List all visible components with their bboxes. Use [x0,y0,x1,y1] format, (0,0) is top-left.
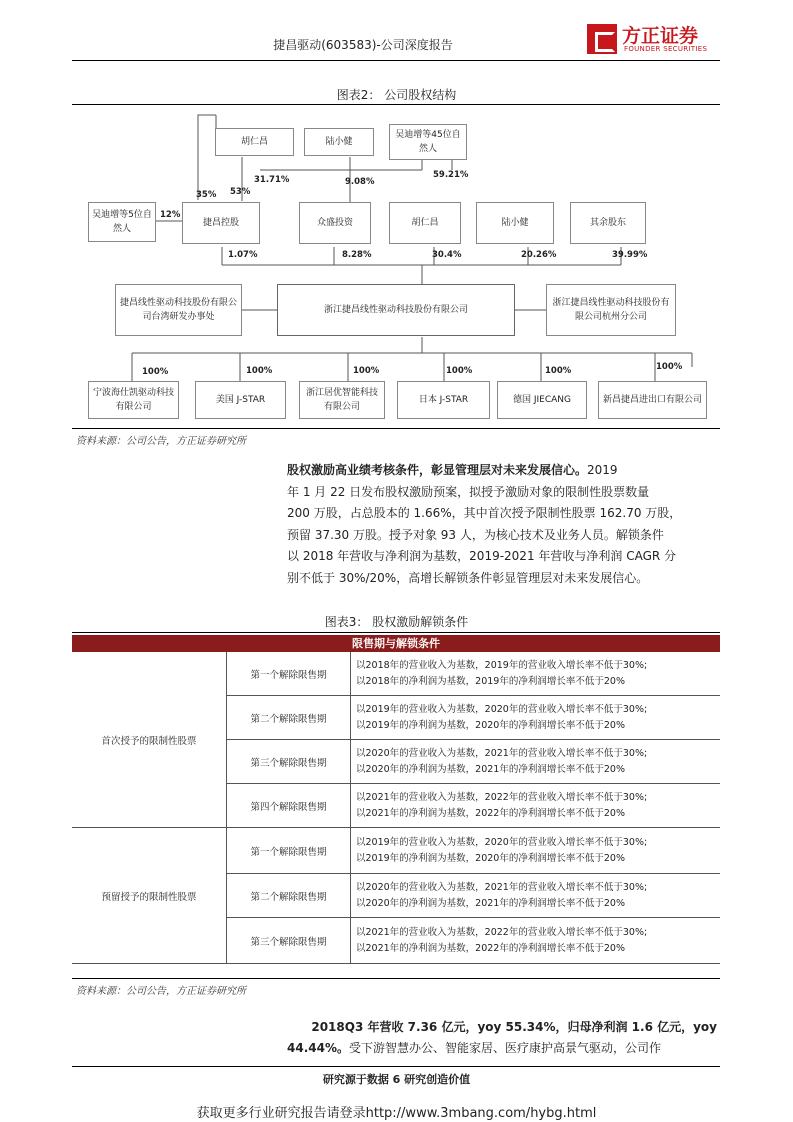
brand-name: 方正证券 [622,25,699,47]
figure2-bottom-rule [72,428,720,429]
table-period-cell: 第三个解除限售期 [226,918,350,964]
table-condition-cell: 以2018年的营业收入为基数，2019年的营业收入增长率不低于30%; 以2018年的净利润为基数，2019年的净利润增长率不低于20% [350,652,720,696]
header-divider [72,60,720,61]
table-period-cell: 第一个解除限售期 [226,652,350,696]
paragraph-revenue-line1: 2018Q3 年营收 7.36 亿元，yoy 55.34%，归母净利润 1.6 亿元，yoy [311,1020,717,1034]
subsidiary-box: 美国 J-STAR [195,381,286,419]
table-header: 限售期与解锁条件 [72,635,720,652]
table-group-label: 预留授予的限制性股票 [72,828,226,964]
branch-office-box: 浙江捷昌线性驱动科技股份有限公司杭州分公司 [546,284,676,336]
holding-box: 其余股东 [570,202,646,244]
shareholder-box: 吴迪增等5位自然人 [88,202,156,242]
table-period-cell: 第二个解除限售期 [226,696,350,740]
paragraph-bold-lead: 股权激励高业绩考核条件，彰显管理层对未来发展信心。 [287,463,588,477]
pct-label: 53% [230,187,251,197]
shareholder-box: 吴迪增等45位自然人 [389,124,467,160]
subsidiary-box: 日本 J-STAR [397,381,490,419]
footer-divider [72,1066,720,1067]
holding-box: 陆小健 [476,202,554,244]
pct-label: 100% [142,367,169,377]
subsidiary-box: 德国 JIECANG [497,381,587,419]
table-condition-cell: 以2020年的营业收入为基数，2021年的营业收入增长率不低于30%; 以2020年的净利润为基数，2021年的净利润增长率不低于20% [350,740,720,784]
pct-label: 100% [446,366,473,376]
pct-label: 59.21% [433,170,469,180]
pct-label: 100% [353,366,380,376]
table-period-cell: 第一个解除限售期 [226,828,350,874]
subsidiary-box: 浙江居优智能科技有限公司 [299,381,385,419]
paragraph-incentive: 股权激励高业绩考核条件，彰显管理层对未来发展信心。2019 年 1 月 22 日发布股权激励预案，拟授予激励对象的限制性股票数量 200 万股，占总股本的 1.66%，其中首次授予限制性股票 162.70 万股， 预留 37.30 万股。授予对象 93 人，为核心技术及业务人员。解锁条件 以 2018 年营收与净利润为基数，2019-2021 年营收与净利润 CAGR 分 别不低于 30%/20%，高增长解锁条件彰显管理层对未来发展信心。 [287,463,682,585]
holding-box: 众盛投资 [299,202,371,244]
table-condition-cell: 以2021年的营业收入为基数，2022年的营业收入增长率不低于30%; 以2021年的净利润为基数，2022年的净利润增长率不低于20% [350,784,720,828]
table-period-cell: 第三个解除限售期 [226,740,350,784]
table-period-cell: 第二个解除限售期 [226,874,350,918]
figure2-source: 资料来源：公司公告，方正证券研究所 [76,436,246,447]
table-condition-cell: 以2019年的营业收入为基数，2020年的营业收入增长率不低于30%; 以2019年的净利润为基数，2020年的净利润增长率不低于20% [350,828,720,874]
pct-label: 20.26% [521,250,557,260]
pct-label: 31.71% [254,175,290,185]
subsidiary-box: 新昌捷昌进出口有限公司 [598,381,707,419]
paragraph-revenue-line2: 44.44%。受下游智慧办公、智能家居、医疗康护高景气驱动，公司作 [287,1041,661,1055]
figure3-source: 资料来源：公司公告，方正证券研究所 [76,986,246,997]
footer-slogan: 研究源于数据 6 研究创造价值 [322,1073,471,1086]
pct-label: 100% [545,366,572,376]
pct-label: 39.99% [612,250,648,260]
holding-box: 捷昌控股 [182,202,260,244]
pct-label: 1.07% [228,250,258,260]
shareholder-box: 陆小健 [304,128,374,156]
brand-name-en: FOUNDER SECURITIES [624,45,708,53]
pct-label: 12% [160,210,181,220]
pct-label: 9.08% [345,177,375,187]
company-box: 浙江捷昌线性驱动科技股份有限公司 [277,284,515,336]
table-condition-cell: 以2020年的营业收入为基数，2021年的营业收入增长率不低于30%; 以2020年的净利润为基数，2021年的净利润增长率不低于20% [350,874,720,918]
pct-label: 35% [196,190,217,200]
pct-label: 100% [656,362,683,372]
figure3-top-rule [72,632,720,633]
pct-label: 8.28% [342,250,372,260]
table-period-cell: 第四个解除限售期 [226,784,350,828]
shareholder-box: 胡仁昌 [215,128,294,156]
table-group-label: 首次授予的限制性股票 [72,652,226,828]
pct-label: 30.4% [432,250,462,260]
table-condition-cell: 以2021年的营业收入为基数，2022年的营业收入增长率不低于30%; 以2021年的净利润为基数，2022年的净利润增长率不低于20% [350,918,720,964]
figure2-title: 图表2： 公司股权结构 [336,88,457,102]
holding-box: 胡仁昌 [389,202,461,244]
branch-office-box: 捷昌线性驱动科技股份有限公司台湾研发办事处 [115,284,242,336]
pct-label: 100% [246,366,273,376]
table-condition-cell: 以2019年的营业收入为基数，2020年的营业收入增长率不低于30%; 以2019年的净利润为基数，2020年的净利润增长率不低于20% [350,696,720,740]
figure3-bottom-rule [72,978,720,979]
founder-logo-icon [587,24,617,54]
footer-download-link[interactable]: 获取更多行业研究报告请登录http://www.3mbang.com/hybg.html [196,1106,597,1121]
figure3-title: 图表3： 股权激励解锁条件 [324,615,469,629]
report-header-title: 捷昌驱动(603583)-公司深度报告 [273,38,453,52]
subsidiary-box: 宁波海仕凯驱动科技有限公司 [88,381,179,419]
